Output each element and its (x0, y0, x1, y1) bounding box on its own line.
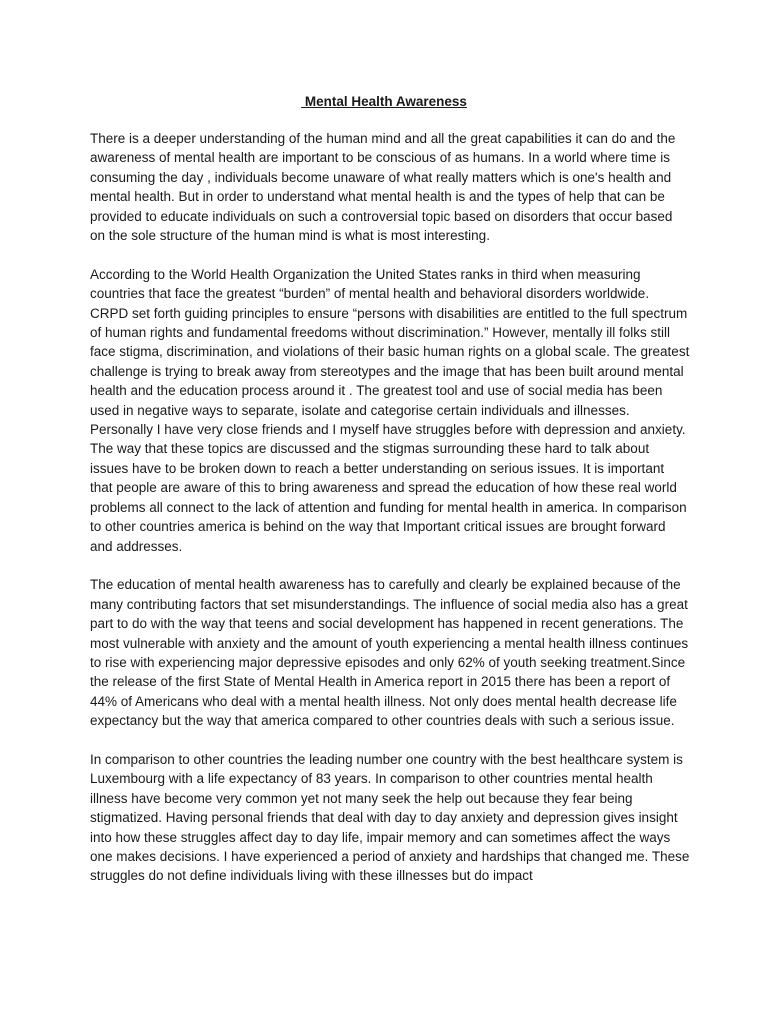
paragraph-4: In comparison to other countries the leading number one country with the best healthcare system is Luxembourg with a life expectancy of 83 years. In comparison to other countries mental health illness have become very common yet not many seek the help out because they fear being stigmatized. Having personal friends that deal with day to day anxiety and depression gives insight into how these struggles affect day to day life, impair memory and can sometimes affect the ways one makes decisions. I have experienced a period of anxiety and hardships that changed me. These struggles do not define individuals living with these illnesses but do impact (90, 751, 690, 884)
paragraph-3: The education of mental health awareness has to carefully and clearly be explained because of the many contributing factors that set misunderstandings. The influence of social media also has a great part to do with the way that teens and social development has happened in recent generations. The most vulnerable with anxiety and the amount of youth experiencing a mental health illness continues to rise with experiencing major depressive episodes and only 62% of youth seeking treatment.Since the release of the first State of Mental Health in America report in 2015 there has been a report of 44% of Americans who deal with a mental health illness. Not only does mental health decrease life expectancy but the way that america compared to other countries deals with such a serious issue. (90, 577, 689, 729)
paragraph-2: According to the World Health Organization the United States ranks in third when measuring countries that face the greatest “burden” of mental health and behavioral disorders worldwide. CRPD set forth guiding principles to ensure “persons with disabilities are entitled to the full spectrum of human rights and fundamental freedoms without discrimination.” However, mentally ill folks still face stigma, discrimination, and violations of their basic human rights on a global scale. The greatest challenge is trying to break away from stereotypes and the image that has been built around mental health and the education process around it . The greatest tool and use of social media has been used in negative ways to separate, isolate and categorise certain individuals and illnesses. Personally I have very close friends and I myself have struggles before with depression and anxiety. The way that these topics are discussed and the stigmas surrounding these hard to talk about issues have to be broken down to reach a better understanding on serious issues. It is important that people are aware of this to bring awareness and spread the education of how these real world problems all connect to the lack of attention and funding for mental health in america. In comparison to other countries america is behind on the way that Important critical issues are brought forward and addresses. (90, 266, 690, 554)
document-body (90, 129, 690, 886)
document-title: Mental Health Awareness (301, 94, 467, 109)
paragraph-1: There is a deeper understanding of the human mind and all the great capabilities it can do and the awareness of mental health are important to be conscious of as humans. In a world where time is consuming the day , individuals become unaware of what really matters which is one's health and mental health. But in order to understand what mental health is and the types of help that can be provided to educate individuals on such a controversial topic based on disorders that occur based on the sole structure of the human mind is what is most interesting. (90, 131, 676, 244)
